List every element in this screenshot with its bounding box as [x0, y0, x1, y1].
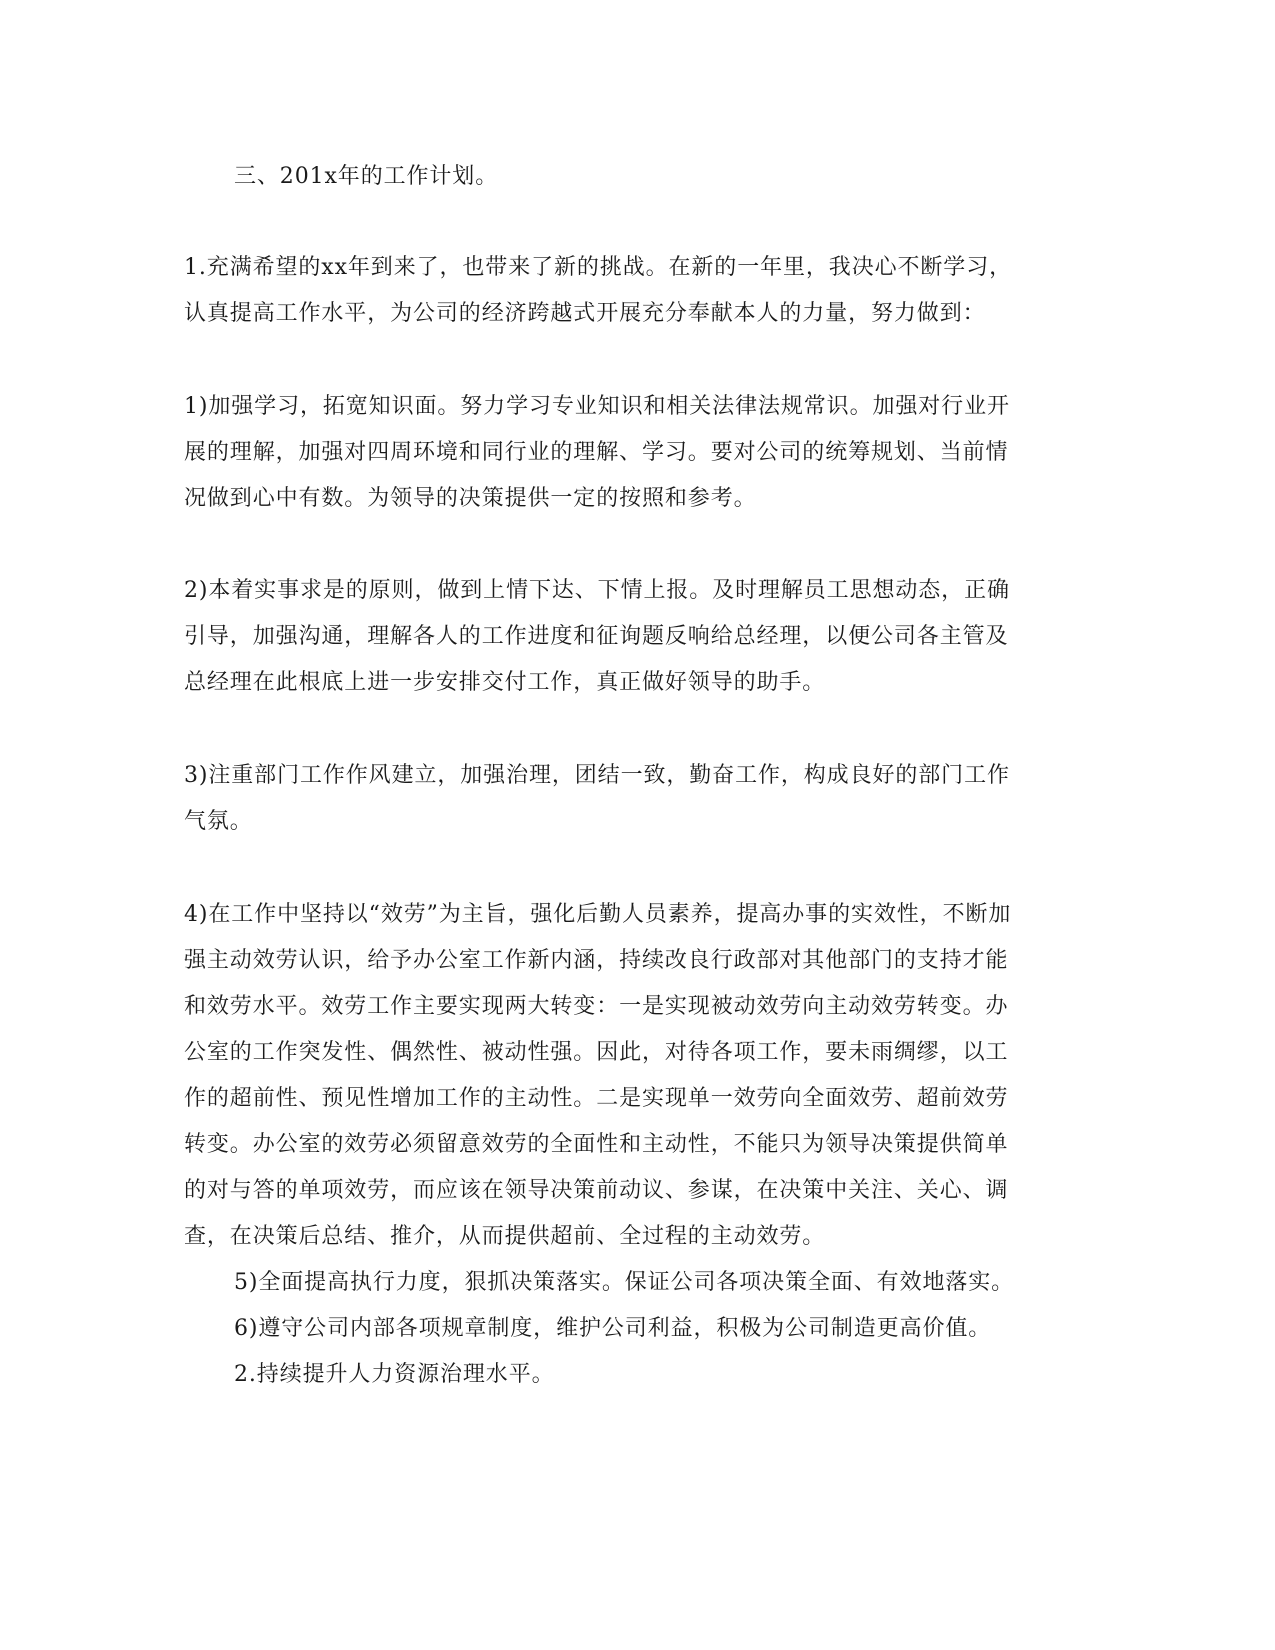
sub-4-line-1: 4)在工作中坚持以“效劳”为主旨，强化后勤人员素养，提高办事的实效性，不断加: [184, 902, 1012, 927]
sub-4-line-7: 的对与答的单项效劳，而应该在领导决策前动议、参谋，在决策中关注、关心、调: [184, 1178, 1009, 1203]
section-heading: 三、201x年的工作计划。: [234, 164, 499, 189]
sub-2-line-3: 总经理在此根底上进一步安排交付工作，真正做好领导的助手。: [184, 670, 826, 695]
item-1-line-2: 认真提高工作水平，为公司的经济跨越式开展充分奉献本人的力量，努力做到：: [184, 301, 986, 326]
sub-4-line-4: 公室的工作突发性、偶然性、被动性强。因此，对待各项工作，要未雨绸缪，以工: [184, 1040, 1009, 1065]
sub-2-line-2: 引导，加强沟通，理解各人的工作进度和征询题反响给总经理，以便公司各主管及: [184, 624, 1009, 649]
sub-4-line-3: 和效劳水平。效劳工作主要实现两大转变：一是实现被动效劳向主动效劳转变。办: [184, 994, 1009, 1019]
sub-4-line-5: 作的超前性、预见性增加工作的主动性。二是实现单一效劳向全面效劳、超前效劳: [184, 1086, 1009, 1111]
item-1-line-1: 1.充满希望的xx年到来了，也带来了新的挑战。在新的一年里，我决心不断学习，: [184, 255, 1013, 280]
sub-1-line-2: 展的理解，加强对四周环境和同行业的理解、学习。要对公司的统筹规划、当前情: [184, 440, 1009, 465]
sub-4-line-2: 强主动效劳认识，给予办公室工作新内涵，持续改良行政部对其他部门的支持才能: [184, 948, 1009, 973]
sub-1-line-1: 1)加强学习，拓宽知识面。努力学习专业知识和相关法律法规常识。加强对行业开: [184, 394, 1010, 419]
sub-4-line-8: 查，在决策后总结、推介，从而提供超前、全过程的主动效劳。: [184, 1224, 826, 1249]
sub-4-line-6: 转变。办公室的效劳必须留意效劳的全面性和主动性，不能只为领导决策提供简单: [184, 1132, 1009, 1157]
sub-1-line-3: 况做到心中有数。为领导的决策提供一定的按照和参考。: [184, 486, 757, 511]
sub-2-line-1: 2)本着实事求是的原则，做到上情下达、下情上报。及时理解员工思想动态，正确: [184, 578, 1010, 603]
sub-5-line: 5)全面提高执行力度，狠抓决策落实。保证公司各项决策全面、有效地落实。: [234, 1270, 1015, 1295]
item-2-line: 2.持续提升人力资源治理水平。: [234, 1362, 555, 1387]
sub-3-line-1: 3)注重部门工作作风建立，加强治理，团结一致，勤奋工作，构成良好的部门工作: [184, 763, 1010, 788]
sub-6-line: 6)遵守公司内部各项规章制度，维护公司利益，积极为公司制造更高价值。: [234, 1316, 992, 1341]
sub-3-line-2: 气氛。: [184, 809, 253, 834]
